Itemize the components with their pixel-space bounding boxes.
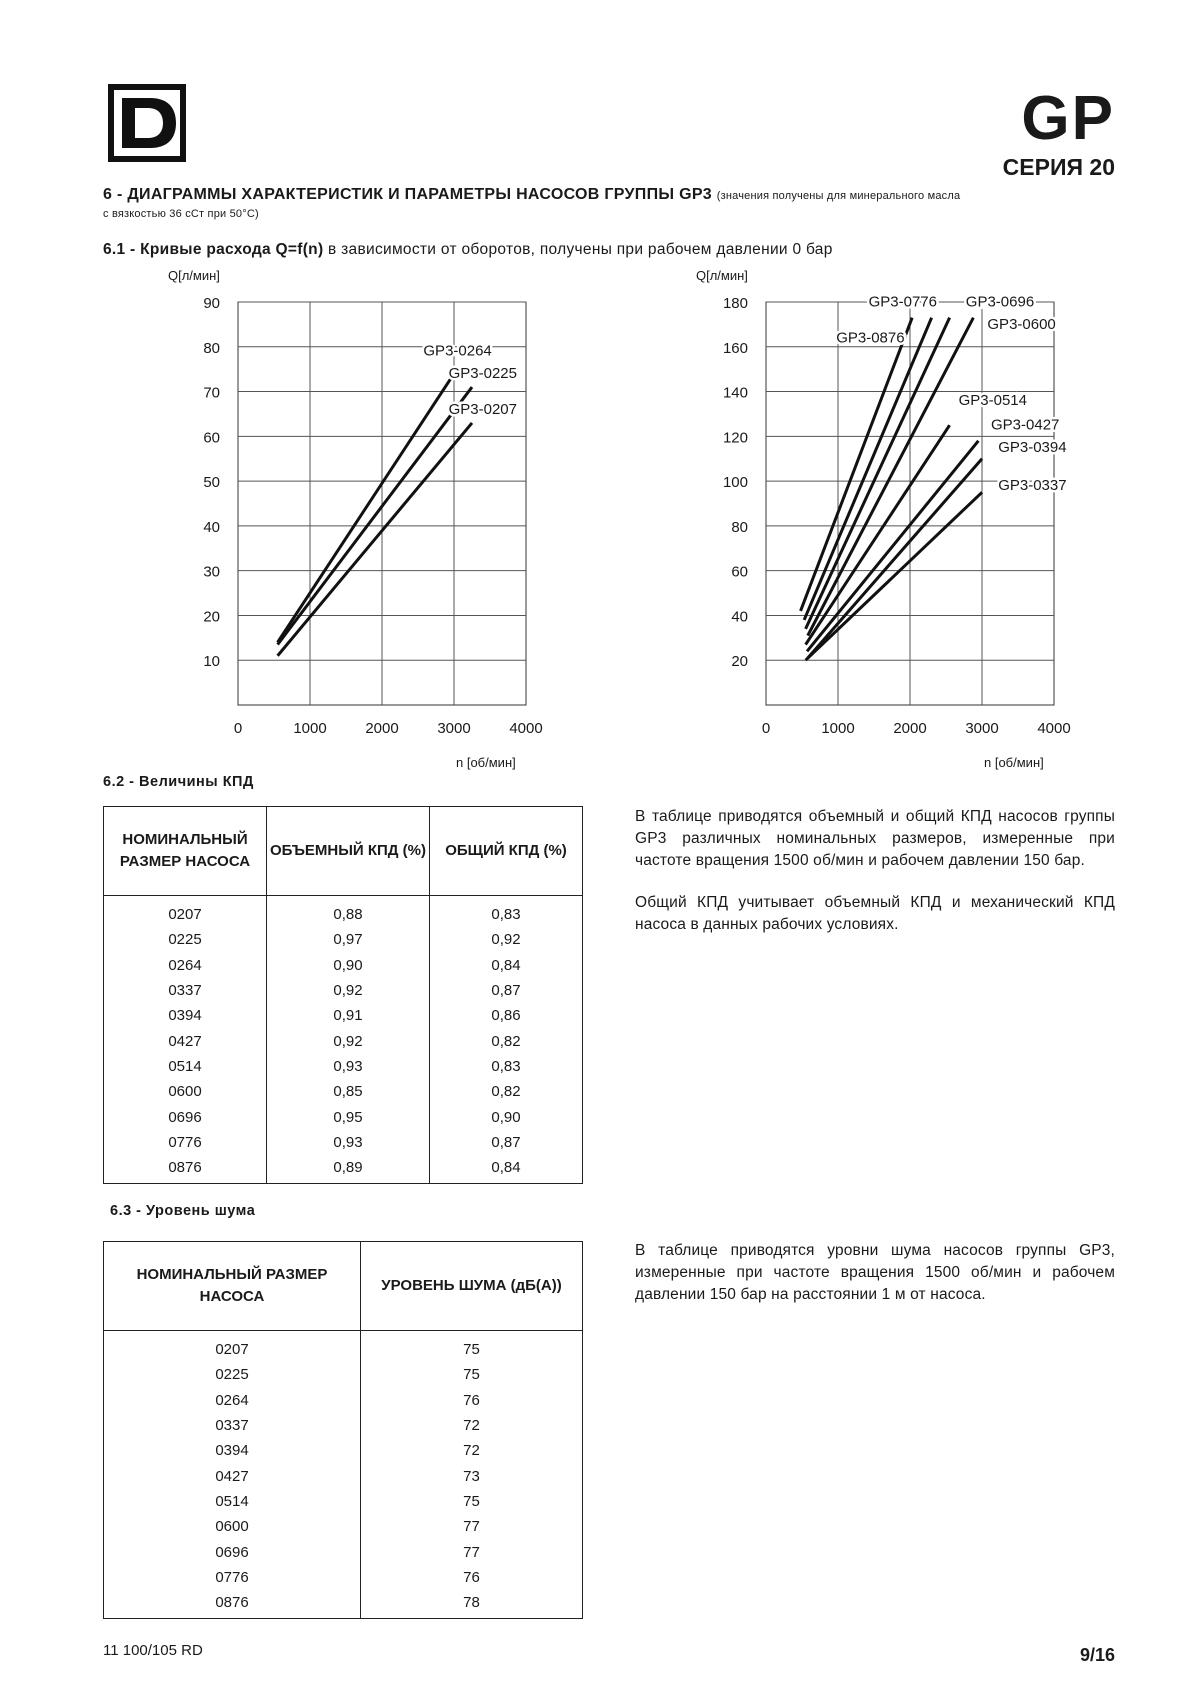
table-cell: 0,97	[267, 927, 430, 952]
table-cell: 0,92	[267, 1028, 430, 1053]
noise-table-body	[104, 1331, 583, 1619]
table-cell: 0,84	[430, 953, 583, 978]
table-cell: 0514	[104, 1054, 267, 1079]
table-row	[104, 1003, 583, 1028]
series-line	[278, 423, 472, 656]
table-cell: 0,92	[430, 927, 583, 952]
flow-chart-right	[600, 262, 1200, 772]
table-cell: 0337	[104, 978, 267, 1003]
section-note-cont: с вязкостью 36 cCт при 50°C)	[103, 208, 259, 220]
table-cell: 0,86	[430, 1003, 583, 1028]
table-header-row	[104, 807, 583, 896]
series-line	[806, 492, 982, 660]
noise-description: В таблице приводятся уровни шума насосов группы GP3, измеренные при частоте вращения 1500 об/мин и рабочем давлении 150 бар на расстоянии 1 м от насоса.	[635, 1242, 1115, 1303]
efficiency-table-body	[104, 896, 583, 1184]
table-cell: 75	[361, 1489, 583, 1514]
table-cell: 76	[361, 1565, 583, 1590]
table-cell: 0696	[104, 1539, 361, 1564]
table-cell: 0,82	[430, 1028, 583, 1053]
y-tick-label: 10	[203, 653, 220, 671]
y-tick-label: 180	[722, 295, 748, 312]
table-row	[104, 953, 583, 978]
table-cell: 0876	[104, 1155, 267, 1184]
table-cell: 0600	[104, 1079, 267, 1104]
table-cell: 0514	[104, 1489, 361, 1514]
table-cell: 0,85	[267, 1079, 430, 1104]
table-cell: 0,87	[430, 978, 583, 1003]
table-cell: 0,90	[267, 953, 430, 978]
col-header-noise: УРОВЕНЬ ШУМА (дБ(А))	[361, 1242, 583, 1331]
y-tick-label: 80	[203, 339, 220, 357]
x-tick-label: 4000	[509, 720, 543, 737]
series-label: GP3-0394	[998, 439, 1067, 457]
table-row	[104, 1130, 583, 1155]
efficiency-table	[103, 806, 583, 1184]
series-label: GP3-0514	[958, 391, 1027, 409]
table-row	[104, 1514, 583, 1539]
col-header-size: НОМИНАЛЬНЫЙ РАЗМЕР НАСОСА	[104, 807, 267, 896]
table-cell: 0207	[104, 896, 267, 928]
series-line	[806, 318, 950, 629]
y-tick-label: 60	[203, 429, 220, 447]
y-tick-label: 30	[203, 563, 220, 581]
table-cell: 0,93	[267, 1054, 430, 1079]
series-label: GP3-0427	[991, 416, 1060, 434]
subsection-6-2: 6.2 - Величины КПД	[103, 774, 254, 790]
series-label: GP3-0696	[965, 293, 1035, 311]
x-tick-label: 3000	[965, 720, 999, 737]
table-cell: 0,83	[430, 896, 583, 928]
col-header-size: НОМИНАЛЬНЫЙ РАЗМЕР НАСОСА	[104, 1242, 361, 1331]
page-number: 9/16	[1079, 1645, 1115, 1665]
x-tick-label: 4000	[1037, 720, 1071, 737]
flow-chart-left	[0, 262, 600, 772]
series-label: GP3-0225	[448, 365, 517, 383]
series-line	[278, 387, 472, 644]
y-axis-label: Q[л/мин]	[696, 268, 748, 283]
document-code: 11 100/105 RD	[103, 1642, 203, 1659]
table-cell: 0,95	[267, 1104, 430, 1129]
table-row	[104, 1155, 583, 1184]
table-cell: 0,90	[430, 1104, 583, 1129]
table-cell: 0,87	[430, 1130, 583, 1155]
y-tick-label: 40	[731, 608, 748, 626]
table-row	[104, 978, 583, 1003]
x-tick-label: 3000	[437, 720, 471, 737]
x-axis-label: n [об/мин]	[456, 755, 516, 770]
series-label: GP3-0876	[836, 329, 905, 347]
y-tick-label: 140	[722, 384, 748, 402]
table-row	[104, 1079, 583, 1104]
efficiency-description: В таблице приводятся объемный и общий КПД насосов группы GP3 различных номинальных размеров, измеренные при частоте вращения 1500 об/мин и рабочем давлении 150 бар.	[635, 808, 1115, 869]
efficiency-note: Общий КПД учитывает объемный КПД и механический КПД насоса в данных рабочих условиях.	[635, 894, 1115, 933]
table-cell: 0876	[104, 1590, 361, 1619]
table-row	[104, 1438, 583, 1463]
subsection-6-1-rest: в зависимости от оборотов, получены при рабочем давлении 0 бар	[323, 241, 833, 258]
y-axis-label: Q[л/мин]	[168, 268, 220, 283]
table-cell: 0,91	[267, 1003, 430, 1028]
table-row	[104, 927, 583, 952]
table-cell: 0,93	[267, 1130, 430, 1155]
table-row	[104, 1463, 583, 1488]
x-tick-label: 2000	[893, 720, 927, 737]
section-title-text: 6 - ДИАГРАММЫ ХАРАКТЕРИСТИК И ПАРАМЕТРЫ НАСОСОВ ГРУППЫ GP3	[103, 186, 712, 203]
series-line	[806, 425, 950, 644]
table-cell: 0427	[104, 1028, 267, 1053]
table-cell: 0696	[104, 1104, 267, 1129]
table-cell: 73	[361, 1463, 583, 1488]
table-cell: 75	[361, 1331, 583, 1363]
noise-table	[103, 1241, 583, 1619]
brand-title: GP	[1021, 84, 1115, 153]
table-cell: 0,89	[267, 1155, 430, 1184]
series-label: GP3-0264	[423, 342, 492, 360]
col-header-total-eff: ОБЩИЙ КПД (%)	[430, 807, 583, 896]
table-cell: 0600	[104, 1514, 361, 1539]
table-cell: 0776	[104, 1130, 267, 1155]
series-label: GP3-0600	[987, 315, 1056, 333]
table-cell: 0264	[104, 953, 267, 978]
table-cell: 0225	[104, 1362, 361, 1387]
y-tick-label: 80	[731, 518, 748, 536]
table-cell: 0,82	[430, 1079, 583, 1104]
x-tick-label: 1000	[293, 720, 327, 737]
table-cell: 0337	[104, 1413, 361, 1438]
section-title	[103, 186, 960, 204]
y-tick-label: 120	[722, 429, 748, 447]
table-cell: 0,84	[430, 1155, 583, 1184]
table-row	[104, 1054, 583, 1079]
table-row	[104, 1539, 583, 1564]
y-tick-label: 40	[203, 518, 220, 536]
table-cell: 0,92	[267, 978, 430, 1003]
y-tick-label: 20	[203, 608, 220, 626]
subsection-6-1-bold: 6.1 - Кривые расхода Q=f(n)	[103, 241, 324, 258]
x-tick-label: 0	[761, 720, 771, 737]
x-axis-label: n [об/мин]	[984, 755, 1044, 770]
y-tick-label: 50	[203, 474, 220, 492]
section-note: (значения получены для минерального масла	[716, 190, 961, 202]
x-tick-label: 0	[233, 720, 243, 737]
company-logo	[108, 84, 186, 162]
table-cell: 75	[361, 1362, 583, 1387]
y-tick-label: 60	[731, 563, 748, 581]
series-label: GP3-0207	[448, 400, 517, 418]
table-row	[104, 896, 583, 928]
table-row	[104, 1104, 583, 1129]
table-row	[104, 1028, 583, 1053]
series-line	[278, 374, 454, 643]
series-line	[808, 459, 982, 658]
table-row	[104, 1331, 583, 1363]
table-cell: 76	[361, 1388, 583, 1413]
table-cell: 77	[361, 1539, 583, 1564]
y-tick-label: 160	[722, 339, 748, 357]
table-row	[104, 1388, 583, 1413]
table-row	[104, 1413, 583, 1438]
table-header-row	[104, 1242, 583, 1331]
x-tick-label: 1000	[821, 720, 855, 737]
series-label: СЕРИЯ 20	[1002, 154, 1115, 180]
table-row	[104, 1565, 583, 1590]
table-row	[104, 1590, 583, 1619]
table-cell: 77	[361, 1514, 583, 1539]
y-tick-label: 20	[731, 653, 748, 671]
y-tick-label: 70	[203, 384, 220, 402]
table-row	[104, 1489, 583, 1514]
table-cell: 0264	[104, 1388, 361, 1413]
table-cell: 0394	[104, 1438, 361, 1463]
y-tick-label: 100	[722, 474, 748, 492]
table-cell: 0207	[104, 1331, 361, 1363]
table-cell: 78	[361, 1590, 583, 1619]
table-row	[104, 1362, 583, 1387]
table-cell: 0,83	[430, 1054, 583, 1079]
subsection-6-3: 6.3 - Уровень шума	[110, 1203, 256, 1219]
table-cell: 72	[361, 1413, 583, 1438]
subsection-6-1	[103, 241, 833, 259]
table-cell: 0776	[104, 1565, 361, 1590]
series-label: GP3-0776	[868, 293, 937, 311]
col-header-vol-eff: ОБЪЕМНЫЙ КПД (%)	[267, 807, 430, 896]
y-tick-label: 90	[203, 295, 220, 312]
table-cell: 0,88	[267, 896, 430, 928]
series-label: GP3-0337	[998, 477, 1067, 495]
x-tick-label: 2000	[365, 720, 399, 737]
table-cell: 72	[361, 1438, 583, 1463]
table-cell: 0225	[104, 927, 267, 952]
table-cell: 0427	[104, 1463, 361, 1488]
table-cell: 0394	[104, 1003, 267, 1028]
